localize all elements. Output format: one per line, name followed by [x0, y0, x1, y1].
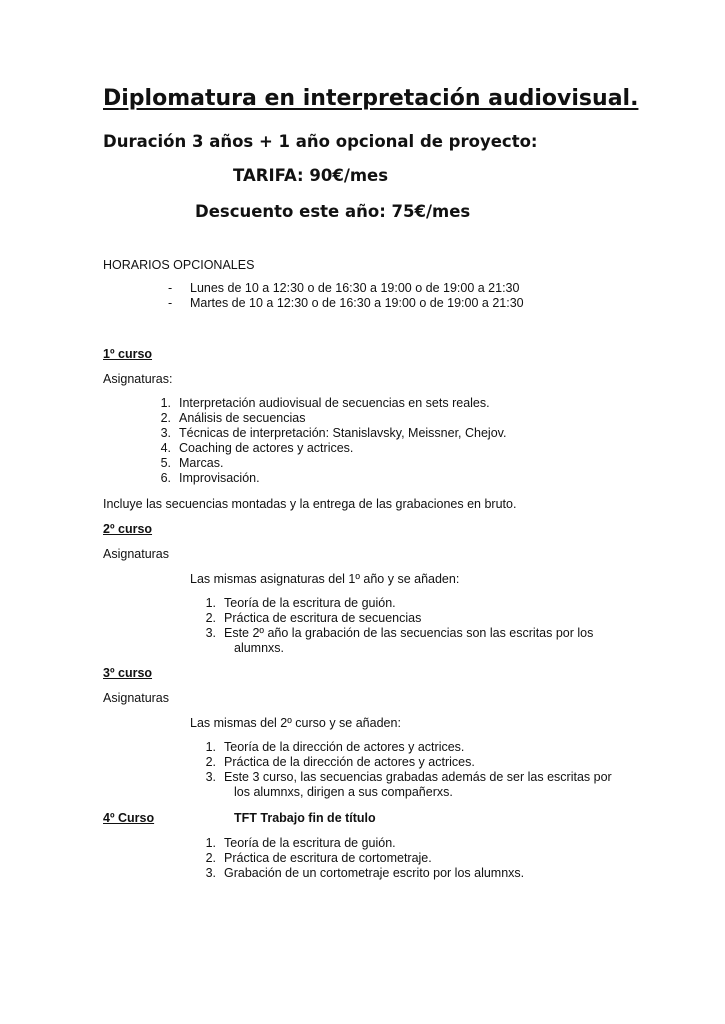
- curso3-label: Asignaturas: [103, 691, 170, 705]
- list-item-text: Teoría de la escritura de guión.: [224, 836, 396, 850]
- list-item-text: Práctica de escritura de cortometraje.: [224, 851, 432, 865]
- list-item: [149, 396, 490, 410]
- list-number: 5.: [160, 456, 171, 470]
- list-item: [194, 740, 464, 754]
- list-number: 1.: [205, 740, 216, 754]
- curso4-heading: 4º Curso: [103, 811, 155, 825]
- list-number: 6.: [160, 471, 171, 485]
- tarifa-heading: TARIFA: 90€/mes: [233, 166, 389, 185]
- curso1-note: Incluye las secuencias montadas y la entrega de las grabaciones en bruto.: [103, 497, 517, 511]
- list-item-text: Teoría de la dirección de actores y actrices.: [224, 740, 465, 754]
- page-title: Diplomatura en interpretación audiovisual.: [103, 86, 639, 111]
- list-number: 4.: [160, 441, 171, 455]
- list-number: 2.: [205, 611, 216, 625]
- curso1-heading: 1º curso: [103, 347, 153, 361]
- list-item-text: Este 2º año la grabación de las secuencias son las escritas por los: [224, 626, 594, 640]
- list-item: [149, 426, 506, 440]
- list-item: [194, 596, 396, 610]
- bullet-dash: -: [168, 296, 173, 310]
- descuento-heading: Descuento este año: 75€/mes: [195, 202, 471, 221]
- list-item-text: Técnicas de interpretación: Stanislavsky, Meissner, Chejov.: [179, 426, 507, 440]
- list-item: [149, 441, 353, 455]
- curso1-label: Asignaturas:: [103, 372, 173, 386]
- list-number: 3.: [205, 866, 216, 880]
- list-item-text: Improvisación.: [179, 471, 260, 485]
- list-item: [194, 770, 612, 784]
- list-item-text: Análisis de secuencias: [179, 411, 306, 425]
- list-item: [194, 755, 475, 769]
- list-item: [149, 411, 305, 425]
- curso2-heading: 2º curso: [103, 522, 153, 536]
- list-item-text: Este 3 curso, las secuencias grabadas además de ser las escritas por: [224, 770, 612, 784]
- list-number: 1.: [205, 596, 216, 610]
- list-number: 1.: [205, 836, 216, 850]
- list-number: 2.: [205, 755, 216, 769]
- list-number: 1.: [160, 396, 171, 410]
- list-number: 3.: [205, 770, 216, 784]
- curso2-label: Asignaturas: [103, 547, 170, 561]
- curso2-intro: Las mismas asignaturas del 1º año y se añaden:: [190, 572, 460, 586]
- list-item: [149, 456, 223, 470]
- list-item: [194, 611, 421, 625]
- horario-item: Martes de 10 a 12:30 o de 16:30 a 19:00 o de 19:00 a 21:30: [190, 296, 524, 310]
- list-number: 2.: [160, 411, 171, 425]
- list-item-text: Práctica de escritura de secuencias: [224, 611, 422, 625]
- duration-heading: Duración 3 años + 1 año opcional de proyecto:: [103, 132, 538, 151]
- list-item: [194, 851, 432, 865]
- list-number: 2.: [205, 851, 216, 865]
- list-item: [194, 836, 396, 850]
- list-item-text: Teoría de la escritura de guión.: [224, 596, 396, 610]
- list-item: [194, 866, 524, 880]
- list-item-text: Interpretación audiovisual de secuencias en sets reales.: [179, 396, 490, 410]
- bullet-dash: -: [168, 281, 173, 295]
- list-item: [194, 626, 593, 640]
- curso3-intro: Las mismas del 2º curso y se añaden:: [190, 716, 401, 730]
- list-item-text: Coaching de actores y actrices.: [179, 441, 354, 455]
- horarios-heading: HORARIOS OPCIONALES: [103, 258, 255, 272]
- list-item-text: Grabación de un cortometraje escrito por los alumnxs.: [224, 866, 525, 880]
- tft-heading: TFT Trabajo fin de título: [234, 811, 376, 825]
- list-item-text: Marcas.: [179, 456, 224, 470]
- list-item: [149, 471, 260, 485]
- list-item-continuation: los alumnxs, dirigen a sus compañerxs.: [234, 785, 453, 799]
- list-number: 3.: [205, 626, 216, 640]
- curso3-heading: 3º curso: [103, 666, 153, 680]
- list-number: 3.: [160, 426, 171, 440]
- list-item-text: Práctica de la dirección de actores y actrices.: [224, 755, 475, 769]
- horario-item: Lunes de 10 a 12:30 o de 16:30 a 19:00 o de 19:00 a 21:30: [190, 281, 520, 295]
- list-item-continuation: alumnxs.: [234, 641, 285, 655]
